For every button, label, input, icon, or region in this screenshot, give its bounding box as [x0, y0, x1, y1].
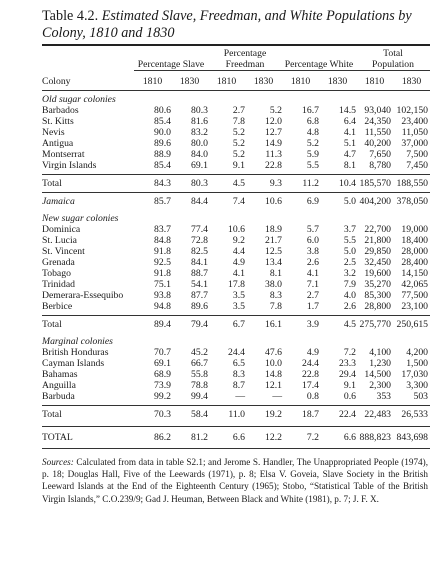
cell-value: 89.6 [191, 301, 208, 312]
cell-value: 7,450 [406, 160, 428, 171]
section-title: New sugar colonies [42, 213, 119, 224]
colony-name: Cayman Islands [42, 358, 105, 369]
jamaica-row [42, 193, 430, 211]
cell-value: 8,780 [369, 160, 391, 171]
cell-value: 4.1 [232, 268, 245, 279]
colony-name: Nevis [42, 127, 65, 138]
cell-value: 10.0 [265, 358, 282, 369]
cell-value: 8.1 [343, 160, 356, 171]
cell-value: 88.7 [191, 268, 208, 279]
cell-value: 503 [413, 391, 428, 402]
cell-value: 29.4 [339, 369, 356, 380]
cell-value: 5.0 [319, 193, 356, 211]
cell-value: 12.1 [265, 380, 282, 391]
cell-value: 84.8 [154, 235, 171, 246]
cell-value: 28,800 [364, 301, 391, 312]
cell-value: 9.3 [245, 175, 282, 193]
cell-value: 6.6 [319, 427, 356, 449]
cell-value: 188,550 [393, 175, 430, 193]
colony-name: Montserrat [42, 149, 85, 160]
cell-value: 4.1 [306, 268, 319, 279]
colony-name: Total [42, 175, 134, 193]
section-title: Marginal colonies [42, 336, 113, 347]
cell-value: 5.1 [343, 138, 356, 149]
cell-value: 18,400 [401, 235, 428, 246]
table-row [42, 290, 430, 301]
cell-value: 185,570 [356, 175, 393, 193]
cell-value: 21,800 [364, 235, 391, 246]
cell-value: 83.7 [154, 224, 171, 235]
cell-value: 6.4 [343, 116, 356, 127]
cell-value: 40,200 [364, 138, 391, 149]
cell-value: 14.8 [265, 369, 282, 380]
cell-value: 11,050 [401, 127, 428, 138]
cell-value: 5.2 [269, 105, 282, 116]
cell-value: 7.4 [208, 193, 245, 211]
cell-value: 4.8 [306, 127, 319, 138]
cell-value: 32,450 [364, 257, 391, 268]
subtotal-row [42, 175, 430, 193]
section-header-row [42, 91, 430, 106]
cell-value: 9.1 [343, 380, 356, 391]
cell-value: 11.2 [282, 175, 319, 193]
cell-value: 78.8 [191, 380, 208, 391]
cell-value: 6.5 [232, 358, 245, 369]
cell-value: 10.4 [319, 175, 356, 193]
colony-name: Dominica [42, 224, 81, 235]
table-row [42, 380, 430, 391]
cell-value: 85,300 [364, 290, 391, 301]
sources-note [42, 456, 428, 505]
cell-value: 6.0 [306, 235, 319, 246]
cell-value: 2.5 [343, 257, 356, 268]
colony-name: Anguilla [42, 380, 76, 391]
cell-value: 93,040 [364, 105, 391, 116]
cell-value: 353 [376, 391, 391, 402]
year-header: 1830 [245, 71, 282, 91]
cell-value: 22.8 [265, 160, 282, 171]
cell-value: 89.4 [134, 316, 171, 334]
cell-value: 12.2 [245, 427, 282, 449]
cell-value: 24.4 [302, 358, 319, 369]
section-title: Old sugar colonies [42, 94, 116, 105]
colony-name: St. Lucia [42, 235, 77, 246]
year-header: 1830 [319, 71, 356, 91]
cell-value: 69.1 [154, 358, 171, 369]
colony-name: Total [42, 316, 134, 334]
cell-value: 0.8 [306, 391, 319, 402]
cell-value: 19,600 [364, 268, 391, 279]
cell-value: 58.4 [171, 406, 208, 424]
cell-value: 99.2 [154, 391, 171, 402]
table-title-text: Estimated Slave, Freedman, and White Populations by Colony, 1810 and 1830 [42, 8, 412, 41]
cell-value: 2.7 [232, 105, 245, 116]
cell-value: 7.8 [232, 116, 245, 127]
table-row [42, 279, 430, 290]
group-header-total-population [356, 48, 430, 71]
cell-value: 3.9 [282, 316, 319, 334]
cell-value: 5.9 [306, 149, 319, 160]
cell-value: 6.9 [282, 193, 319, 211]
cell-value: 4.9 [306, 347, 319, 358]
year-header: 1810 [356, 71, 393, 91]
colony-name: Bahamas [42, 369, 78, 380]
cell-value: 7.8 [269, 301, 282, 312]
table-body [42, 45, 430, 449]
cell-value: 6.7 [208, 316, 245, 334]
cell-value: 28,400 [401, 257, 428, 268]
cell-value: 26,533 [393, 406, 430, 424]
group-header-line: Percentage White [284, 59, 354, 70]
cell-value: 89.6 [154, 138, 171, 149]
group-header-line: Freedman [225, 59, 265, 70]
year-header: 1810 [134, 71, 171, 91]
cell-value: 5.2 [232, 127, 245, 138]
colony-name: St. Vincent [42, 246, 85, 257]
cell-value: 3.8 [306, 246, 319, 257]
cell-value: 14.5 [339, 105, 356, 116]
table-row [42, 235, 430, 246]
cell-value: — [235, 391, 245, 402]
cell-value: 85.7 [134, 193, 171, 211]
table-row [42, 369, 430, 380]
cell-value: 4.9 [232, 257, 245, 268]
cell-value: 1.7 [306, 301, 319, 312]
table-row [42, 358, 430, 369]
cell-value: 4.4 [232, 246, 245, 257]
year-header-row [42, 71, 430, 91]
cell-value: 80.0 [191, 138, 208, 149]
cell-value: 66.7 [191, 358, 208, 369]
cell-value: 14,150 [401, 268, 428, 279]
cell-value: 18.7 [282, 406, 319, 424]
cell-value: 2.6 [343, 301, 356, 312]
cell-value: 250,615 [393, 316, 430, 334]
year-header: 1830 [393, 71, 430, 91]
cell-value: 11,550 [364, 127, 391, 138]
cell-value: 23,400 [401, 116, 428, 127]
cell-value: 3,300 [406, 380, 428, 391]
colony-name: Demerara-Essequibo [42, 290, 124, 301]
cell-value: 843,698 [393, 427, 430, 449]
cell-value: 14,500 [364, 369, 391, 380]
cell-value: 35,270 [364, 279, 391, 290]
cell-value: 73.9 [154, 380, 171, 391]
cell-value: 82.5 [191, 246, 208, 257]
group-header-slave [134, 48, 208, 71]
cell-value: 12.5 [265, 246, 282, 257]
table-row [42, 257, 430, 268]
cell-value: 2,300 [369, 380, 391, 391]
cell-value: 10.6 [228, 224, 245, 235]
sources-label: Sources: [42, 457, 74, 467]
colony-name: Virgin Islands [42, 160, 97, 171]
cell-value: 13.4 [265, 257, 282, 268]
cell-value: 93.8 [154, 290, 171, 301]
cell-value: 77.4 [191, 224, 208, 235]
table-row [42, 301, 430, 312]
cell-value: 79.4 [171, 316, 208, 334]
colony-name: Grenada [42, 257, 75, 268]
cell-value: 94.8 [154, 301, 171, 312]
colony-name: Antigua [42, 138, 74, 149]
cell-value: 38.0 [265, 279, 282, 290]
cell-value: 8.7 [232, 380, 245, 391]
cell-value: 11.0 [208, 406, 245, 424]
table-title [42, 8, 428, 41]
cell-value: 404,200 [356, 193, 393, 211]
cell-value: 18.9 [265, 224, 282, 235]
cell-value: 3.5 [232, 290, 245, 301]
cell-value: 28,000 [401, 246, 428, 257]
cell-value: 5.5 [306, 160, 319, 171]
cell-value: 5.0 [343, 246, 356, 257]
cell-value: 3.2 [343, 268, 356, 279]
cell-value: 29,850 [364, 246, 391, 257]
table-row [42, 116, 430, 127]
cell-value: 92.5 [154, 257, 171, 268]
cell-value: 45.2 [191, 347, 208, 358]
cell-value: 10.6 [245, 193, 282, 211]
cell-value: 99.4 [191, 391, 208, 402]
subtotal-row [42, 406, 430, 424]
cell-value: 19.2 [245, 406, 282, 424]
colony-name: Trinidad [42, 279, 76, 290]
cell-value: 91.8 [154, 246, 171, 257]
population-table [42, 44, 430, 449]
colony-name: St. Kitts [42, 116, 74, 127]
cell-value: 6.8 [306, 116, 319, 127]
cell-value: 9.2 [232, 235, 245, 246]
cell-value: 275,770 [356, 316, 393, 334]
cell-value: 12.7 [265, 127, 282, 138]
group-header-empty [42, 48, 134, 71]
cell-value: 80.3 [171, 175, 208, 193]
cell-value: 22,700 [364, 224, 391, 235]
table-row [42, 138, 430, 149]
colony-name: Total [42, 406, 134, 424]
group-header-line: Population [372, 59, 414, 70]
cell-value: 102,150 [396, 105, 428, 116]
cell-value: 8.3 [269, 290, 282, 301]
cell-value: 24.4 [228, 347, 245, 358]
cell-value: 9.1 [232, 160, 245, 171]
year-header: 1830 [171, 71, 208, 91]
cell-value: 1,500 [406, 358, 428, 369]
sources-text: Calculated from data in table S2.1; and Jerome S. Handler, The Unappropriated People (1974), p. 18; Douglas Hall, Five of the Leewards (1971), p. 8; Elsa V. Goveia, Slave Society in the British Leeward Islands at the End of the Eighteenth Century (1965); Stobo, “Statistical Table of the British Virgin Islands,” C.O.239/9; Gad J. Heuman, Between Black and White (1981), p. 7; J. F. X. [42, 457, 428, 504]
group-header-line: Percentage Slave [137, 59, 205, 70]
section-header-row [42, 333, 430, 347]
cell-value: 21.7 [265, 235, 282, 246]
cell-value: 42,065 [401, 279, 428, 290]
cell-value: 0.6 [343, 391, 356, 402]
cell-value: 7.2 [282, 427, 319, 449]
cell-value: 81.6 [191, 116, 208, 127]
cell-value: 3.5 [232, 301, 245, 312]
cell-value: 5.7 [306, 224, 319, 235]
cell-value: 1,230 [369, 358, 391, 369]
cell-value: 4.1 [343, 127, 356, 138]
cell-value: 16.1 [245, 316, 282, 334]
cell-value: 3.7 [343, 224, 356, 235]
cell-value: 2.7 [306, 290, 319, 301]
cell-value: 14.9 [265, 138, 282, 149]
table-row [42, 246, 430, 257]
cell-value: 55.8 [191, 369, 208, 380]
cell-value: 23,100 [401, 301, 428, 312]
colony-name: TOTAL [42, 427, 134, 449]
group-header-row [42, 48, 430, 71]
table-row [42, 127, 430, 138]
cell-value: 8.3 [232, 369, 245, 380]
table-row [42, 149, 430, 160]
cell-value: 84.4 [171, 193, 208, 211]
cell-value: 91.8 [154, 268, 171, 279]
cell-value: 70.7 [154, 347, 171, 358]
colony-name: Jamaica [42, 193, 134, 211]
cell-value: 16.7 [302, 105, 319, 116]
year-header: 1810 [208, 71, 245, 91]
cell-value: 4,200 [406, 347, 428, 358]
cell-value: 84.3 [134, 175, 171, 193]
cell-value: 75.1 [154, 279, 171, 290]
table-row [42, 347, 430, 358]
cell-value: 2.6 [306, 257, 319, 268]
cell-value: 87.7 [191, 290, 208, 301]
table-row [42, 268, 430, 279]
cell-value: 8.1 [269, 268, 282, 279]
year-header: 1810 [282, 71, 319, 91]
cell-value: 5.2 [306, 138, 319, 149]
cell-value: 88.9 [154, 149, 171, 160]
table-label: Table 4.2. [42, 8, 99, 24]
cell-value: 85.4 [154, 116, 171, 127]
colony-name: Berbice [42, 301, 73, 312]
cell-value: 85.4 [154, 160, 171, 171]
table-row [42, 391, 430, 402]
cell-value: 17.8 [228, 279, 245, 290]
cell-value: 23.3 [339, 358, 356, 369]
cell-value: 7,650 [369, 149, 391, 160]
cell-value: 47.6 [265, 347, 282, 358]
section-header-row [42, 210, 430, 224]
cell-value: 17,030 [401, 369, 428, 380]
table-row [42, 160, 430, 171]
cell-value: 19,000 [401, 224, 428, 235]
group-header-line: Total [383, 48, 403, 59]
cell-value: 77,500 [401, 290, 428, 301]
cell-value: 68.9 [154, 369, 171, 380]
cell-value: 24,350 [364, 116, 391, 127]
cell-value: — [272, 391, 282, 402]
cell-value: 6.6 [208, 427, 245, 449]
cell-value: 84.1 [191, 257, 208, 268]
cell-value: 11.3 [265, 149, 282, 160]
group-header-freedman [208, 48, 282, 71]
cell-value: 69.1 [191, 160, 208, 171]
cell-value: 5.5 [343, 235, 356, 246]
cell-value: 4.5 [208, 175, 245, 193]
cell-value: 84.0 [191, 149, 208, 160]
table-row [42, 224, 430, 235]
cell-value: 83.2 [191, 127, 208, 138]
cell-value: 5.2 [232, 138, 245, 149]
cell-value: 22,483 [356, 406, 393, 424]
colony-column-header: Colony [42, 71, 134, 91]
subtotal-row [42, 316, 430, 334]
cell-value: 4,100 [369, 347, 391, 358]
colony-name: Barbados [42, 105, 79, 116]
cell-value: 22.4 [319, 406, 356, 424]
cell-value: 4.7 [343, 149, 356, 160]
cell-value: 7.9 [343, 279, 356, 290]
group-header-white [282, 48, 356, 71]
cell-value: 72.8 [191, 235, 208, 246]
cell-value: 7,500 [406, 149, 428, 160]
table-row [42, 105, 430, 116]
cell-value: 86.2 [134, 427, 171, 449]
cell-value: 7.1 [306, 279, 319, 290]
cell-value: 81.2 [171, 427, 208, 449]
cell-value: 37,000 [401, 138, 428, 149]
cell-value: 4.5 [319, 316, 356, 334]
cell-value: 54.1 [191, 279, 208, 290]
colony-name: British Honduras [42, 347, 109, 358]
cell-value: 378,050 [393, 193, 430, 211]
grand-total-row [42, 427, 430, 449]
group-header-line: Percentage [223, 48, 267, 59]
cell-value: 888,823 [356, 427, 393, 449]
cell-value: 80.6 [154, 105, 171, 116]
cell-value: 80.3 [191, 105, 208, 116]
cell-value: 4.0 [343, 290, 356, 301]
colony-name: Tobago [42, 268, 71, 279]
cell-value: 70.3 [134, 406, 171, 424]
cell-value: 5.2 [232, 149, 245, 160]
cell-value: 12.0 [265, 116, 282, 127]
colony-name: Barbuda [42, 391, 75, 402]
cell-value: 90.0 [154, 127, 171, 138]
cell-value: 17.4 [302, 380, 319, 391]
cell-value: 22.8 [302, 369, 319, 380]
cell-value: 7.2 [343, 347, 356, 358]
